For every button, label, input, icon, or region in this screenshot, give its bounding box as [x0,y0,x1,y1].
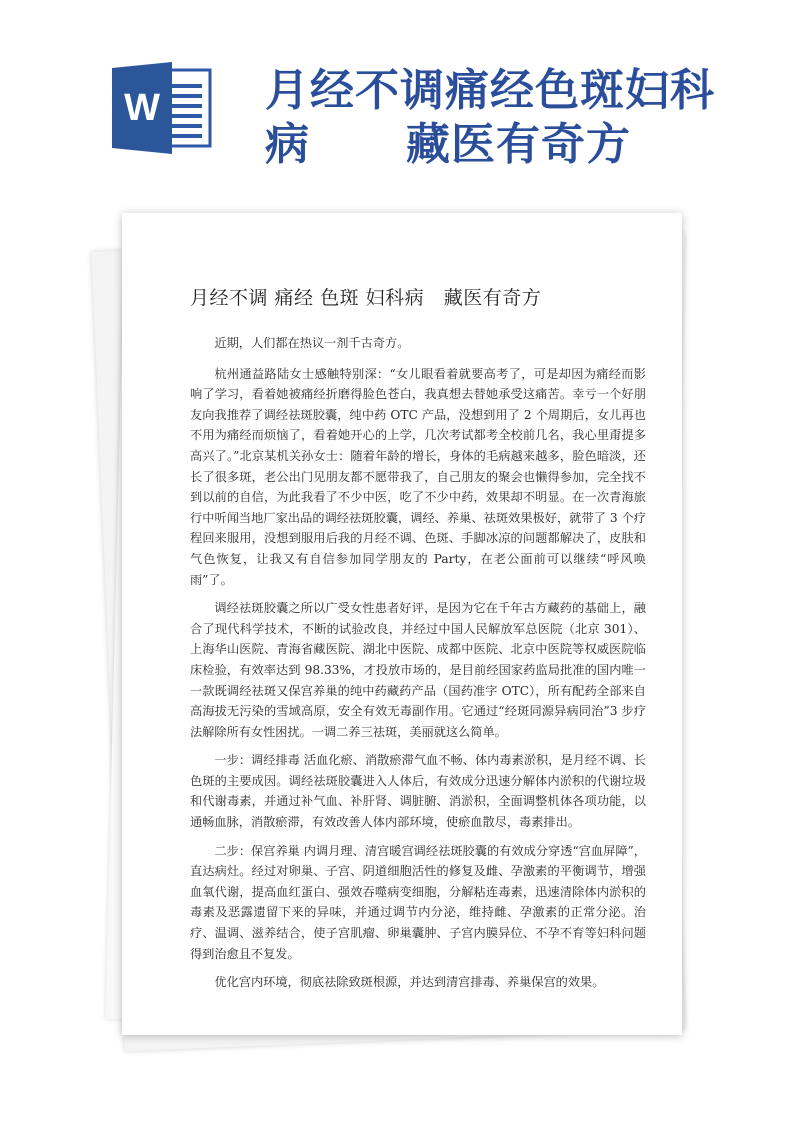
header-title-line2-part2: 藏医有奇方 [406,119,631,170]
page-header-title [265,64,785,172]
paragraph-step-two: 二步：保宫养巢 内调月理、清宫暖宫调经祛斑胶囊的有效成分穿透“宫血屏障”，直达病灶。经过对卵巢、子宫、阴道细胞活性的修复及雌、孕激素的平衡调节，增强血氧代谢，提高血红蛋白、强效吞噬病变细胞，分解粘连毒素，迅速清除体内淤积的毒素及恶露遗留下来的异味，并通过调节内分泌，维持雌、孕激素的正常分泌。治疗、温调、滋养结合，使子宫肌瘤、卵巢囊肿、子宫内膜异位、不孕不育等妇科问题得到治愈且不复发。 [190,843,646,961]
paragraph-intro: 近期，人们都在热议一剂千古奇方。 [214,336,410,350]
paragraph-conclusion: 优化宫内环境，彻底祛除致斑根源，并达到清宫排毒、养巢保宫的效果。 [214,975,605,990]
document-title: 月经不调 痛经 色斑 妇科病 藏医有奇方 [190,287,542,309]
paragraph-step-one: 一步：调经排毒 活血化瘀、消散瘀滞气血不畅、体内毒素淤积，是月经不调、长色斑的主要成因。调经祛斑胶囊进入人体后，有效成分迅速分解体内淤积的代谢垃圾和代谢毒素，并通过补气血、补肝肾、调脏腑、消淤积，全面调整机体各项功能，以通畅血脉，消散瘀滞，有效改善人体内部环境，使瘀血散尽，毒素排出。 [190,753,646,830]
word-document-icon [110,62,214,154]
word-logo-letter: W [124,87,160,129]
header-title-line2-part1: 病 [265,119,310,170]
paragraph-product: 调经祛斑胶囊之所以广受女性患者好评，是因为它在千年古方藏药的基础上，融合了现代科学技术，不断的试验改良，并经过中国人民解放军总医院（北京 301）、上海华山医院、青海省藏医院、湖北中医院、成都中医院、北京中医院等权威医院临床检验，有效率达到 98.33%，才投放市场的，是目前经国家药监局批准的国内唯一一款既调经祛斑又保宫养巢的纯中药藏药产品（国药准字 OTC），所有配药全部来自高海拔无污染的雪域高原，安全有效无毒副作用。它通过“经斑同源异病同治”3 步疗法解除所有女性困扰。一调二养三祛斑，美丽就这么简单。 [190,601,646,739]
header-title-line2 [265,118,785,172]
paragraph-testimonials: 杭州通益路陆女士感触特别深：“女儿眼看着就要高考了，可是却因为痛经而影响了学习，看着她被痛经折磨得脸色苍白，我真想去替她承受这痛苦。幸亏一个好朋友向我推荐了调经祛斑胶囊，纯中药 OTC 产品，没想到用了 2 个周期后，女儿再也不用为痛经而烦恼了，看着她开心的上学，几次考试都考全校前几名，我心里甭提多高兴了。”北京某机关孙女士：随着年龄的增长，身体的毛病越来越多，脸色暗淡，还长了很多斑，老公出门见朋友都不愿带我了，自己朋友的聚会也懒得参加，完全找不到以前的自信，为此我看了不少中医，吃了不少中药，效果却不明显。在一次青海旅行中听闻当地厂家出品的调经祛斑胶囊，调经、养巢、祛斑效果极好，就带了 3 个疗程回来服用，没想到服用后我的月经不调、色斑、手脚冰凉的问题都解决了，皮肤和气色恢复，让我又有自信参加同学朋友的 Party，在老公面前可以继续“呼风唤雨”了。 [190,366,646,587]
header-title-line1: 月经不调痛经色斑妇科 [265,65,715,116]
document-body [190,333,646,1001]
document-page [122,213,682,1035]
